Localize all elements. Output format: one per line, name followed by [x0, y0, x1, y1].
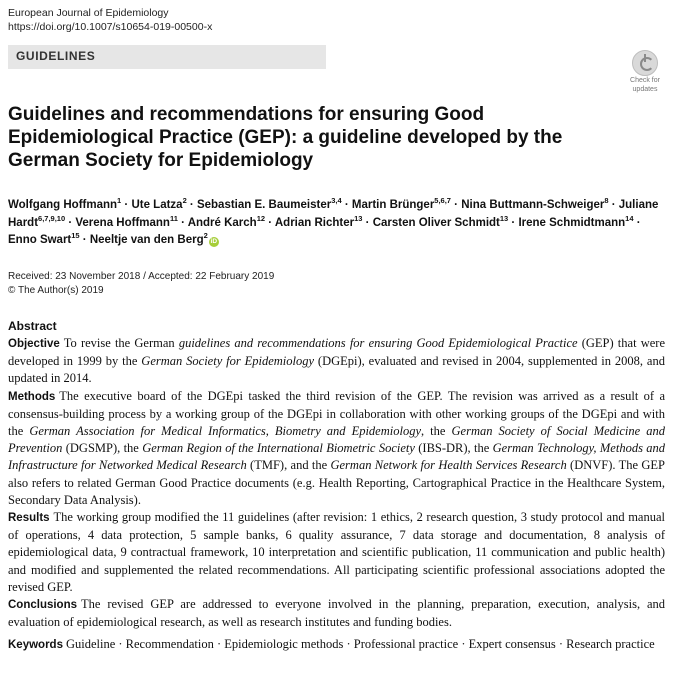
section-banner	[8, 45, 326, 69]
author-name: Ute Latza	[131, 199, 183, 211]
author-name: Carsten Oliver Schmidt	[372, 216, 500, 229]
keywords-label: Keywords	[8, 639, 63, 651]
author-affiliation: 1	[117, 196, 122, 205]
objective-text: (GEP) that were developed in 1999 by the	[8, 336, 665, 369]
abstract-results	[8, 509, 665, 596]
abstract-heading: Abstract	[8, 319, 57, 333]
methods-text: , the	[421, 424, 452, 439]
author-name: Verena Hoffmann	[75, 216, 170, 229]
methods-text: (DNVF). The GEP also refers to related German Good Practice documents (e.g. Health Reporting, Cartographical Practice in the Healthcare System, Secondary Data Analysis).	[8, 458, 665, 507]
abstract-conclusions	[8, 596, 665, 631]
author-name: Juliane Hardt	[8, 199, 659, 229]
objective-text: To revise the German	[63, 336, 179, 350]
author[interactable]	[89, 231, 219, 246]
author-affiliation: 3,4	[331, 196, 342, 205]
author[interactable]	[187, 213, 266, 229]
author[interactable]	[461, 196, 609, 211]
author-affiliation: 8	[604, 196, 609, 205]
methods-emphasis: German Network for Health Services Research	[330, 458, 567, 473]
author-affiliation: 12	[256, 213, 266, 223]
author-name: Enno Swart	[8, 234, 72, 246]
conclusions-text: The revised GEP are addressed to everyone involved in the planning, preparation, execution, analysis, and evaluation of epidemiological research, as well as research institutes and funding bodies.	[8, 597, 665, 630]
author-name: Nina Buttmann-Schweiger	[461, 199, 605, 211]
methods-text: (TMF), and the	[246, 458, 331, 473]
author-affiliation: 6,7,9,10	[38, 213, 66, 223]
author-name: Sebastian E. Baumeister	[196, 199, 332, 211]
received-accepted-dates: Received: 23 November 2018 / Accepted: 22 February 2019	[8, 271, 275, 282]
author-affiliation: 11	[169, 213, 178, 223]
author-name: Irene Schmidtmann	[518, 216, 626, 229]
objective-label: Objective	[8, 338, 60, 350]
author-name: Martin Brünger	[351, 199, 435, 211]
journal-header	[8, 6, 212, 34]
keywords-section	[8, 636, 665, 655]
author[interactable]	[372, 213, 509, 229]
author[interactable]	[196, 196, 342, 211]
methods-text: The executive board of the DGEpi tasked the third revision of the GEP. The revision was arrived as a result of a consensus-building process by a working group of the DGEpi in collaboration with other working groups of the DGEpi and with the	[8, 388, 665, 439]
check-for-updates-button[interactable]	[626, 50, 664, 92]
check-updates-line1: Check for	[630, 77, 660, 84]
author[interactable]	[8, 231, 80, 246]
objective-emphasis: German Society for Epidemiology	[141, 354, 315, 369]
author-name: Adrian Richter	[274, 216, 355, 229]
author-affiliation: 14	[625, 213, 634, 223]
methods-text: (IBS-DR), the	[414, 441, 493, 456]
objective-emphasis: guidelines and recommendations for ensuring Good Epidemiological Practice	[178, 336, 578, 350]
methods-emphasis: German Association for Medical Informatics, Biometry and Epidemiology	[29, 424, 422, 439]
author-list: Wolfgang Hoffmann$^1$ · Ute Latza$^2$ · Sebastian E. Baumeister$^{3,4}$ · Martin Brünger$^{5,6,7}$ · Nina Buttmann-Schweiger$^8$ · Juliane Hardt$^{6,7,9,10}$ · Verena Hoffmann$^{11}$ · André Karch$^{12}$ · Adrian Richter$^{13}$ · Carsten Oliver Schmidt$^{13}$ · Irene Schmidtmann$^{14}$ · Enno Swart$^{15}$ · Neeltje van den Berg$^2$iD	[8, 196, 659, 246]
doi-link[interactable]: https://doi.org/10.1007/s10654-019-00500-x	[8, 21, 213, 33]
author[interactable]	[131, 196, 187, 211]
author-name: André Karch	[187, 216, 257, 229]
author-name: Wolfgang Hoffmann	[8, 199, 118, 211]
section-label: GUIDELINES	[16, 49, 96, 63]
conclusions-label: Conclusions	[8, 599, 78, 612]
methods-emphasis: German Society of Social Medicine and Prevention	[8, 424, 665, 456]
methods-label: Methods	[8, 390, 56, 403]
check-for-updates-icon	[632, 50, 658, 76]
author[interactable]	[351, 196, 451, 211]
methods-text: (DGSMP), the	[62, 441, 143, 456]
abstract-section	[8, 318, 665, 631]
author-affiliation: 2	[203, 231, 208, 240]
author-name: Neeltje van den Berg	[89, 234, 204, 246]
copyright-notice: © The Author(s) 2019	[8, 284, 104, 296]
methods-emphasis: German Region of the International Biometric Society	[142, 441, 415, 456]
author-affiliation: 2	[182, 196, 187, 205]
article-title: Guidelines and recommendations for ensuring Good Epidemiological Practice (GEP): a guideline developed by the German Society for Epidemiology	[8, 104, 563, 171]
abstract-methods	[8, 388, 665, 509]
author[interactable]	[8, 196, 122, 211]
keywords-text: Guideline · Recommendation · Epidemiologic methods · Professional practice · Expert consensus · Research practice	[65, 637, 655, 651]
author-affiliation: 13	[354, 213, 363, 223]
orcid-icon[interactable]: iD	[210, 238, 218, 245]
methods-emphasis: German Technology, Methods and Infrastructure for Networked Medical Research	[8, 441, 666, 473]
check-updates-line2: updates	[632, 86, 658, 93]
author[interactable]	[274, 213, 363, 229]
abstract-objective	[8, 335, 665, 388]
author-affiliation: 13	[499, 213, 509, 223]
results-text: The working group modified the 11 guidelines (after revision: 1 ethics, 2 research question, 3 study protocol and manual of operations, 4 data protection, 5 sample banks, 6 quality assurance, 7 data storage and documentation, 8 analysis of epidemiological data, 9 contractual framework, 10 interpretation and scientific publication, 11 communication and public health) and modified and supplemented the related recommendations. All participating scientific professional associations adopted the revised GEP.	[8, 510, 665, 594]
author-affiliation: 5,6,7	[434, 196, 451, 205]
author-affiliation: 15	[71, 231, 80, 240]
objective-text: (DGEpi), evaluated and revised in 2004, supplemented in 2008, and updated in 2014.	[8, 354, 665, 386]
results-label: Results	[8, 512, 50, 525]
journal-name: European Journal of Epidemiology	[8, 7, 169, 19]
author[interactable]	[75, 213, 178, 229]
article-dates	[8, 270, 274, 297]
author[interactable]	[518, 213, 634, 229]
